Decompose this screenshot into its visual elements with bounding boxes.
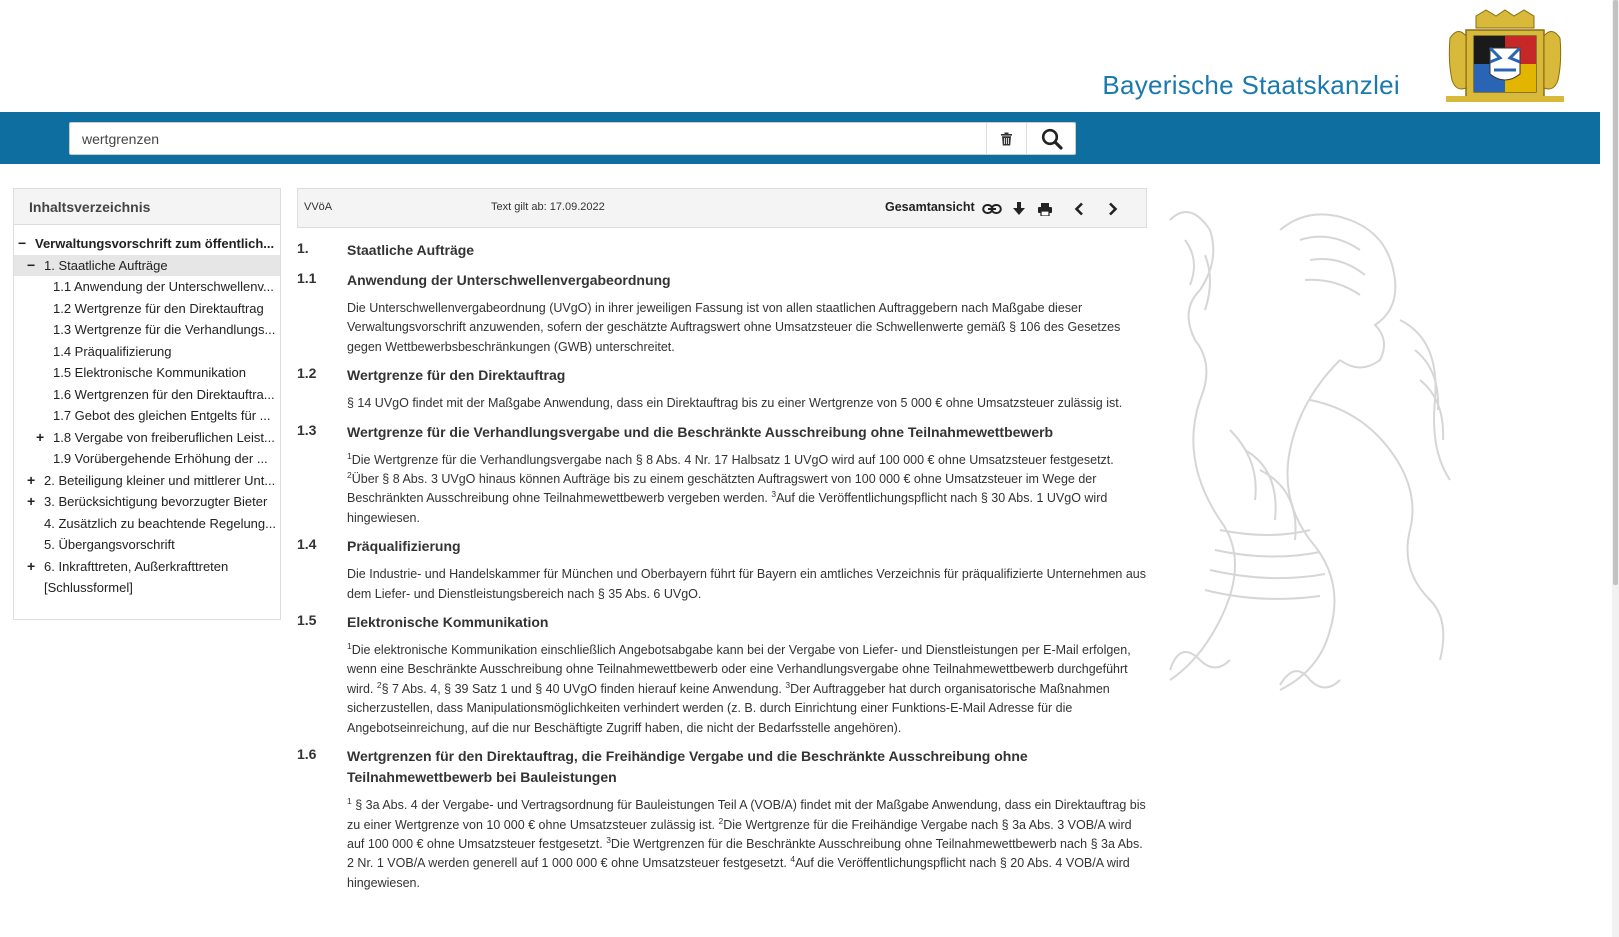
chevron-left-icon [1074, 202, 1084, 216]
sentence-number: 1 [347, 795, 352, 806]
toc-item[interactable] [14, 556, 280, 578]
sentence-number: 1 [347, 450, 352, 461]
toc-item[interactable] [14, 362, 280, 384]
section-number: 1. [297, 240, 309, 256]
toc-item[interactable] [14, 255, 280, 277]
table-of-contents [13, 188, 281, 620]
sentence-text: § 14 UVgO findet mit der Maßgabe Anwendung, dass ein Direktauftrag bis zu einer Wertgrenze von 5 000 € ohne Umsatzsteuer zulässig ist. [347, 396, 1123, 411]
section-paragraph [347, 451, 1147, 529]
search-box [69, 122, 1076, 155]
sentence-number: 2 [718, 815, 724, 826]
toc-item-label: 1.2 Wertgrenze für den Direktauftrag [53, 300, 264, 316]
toc-title: Inhaltsverzeichnis [14, 189, 280, 225]
document-section [297, 422, 1147, 529]
document-body [297, 228, 1147, 893]
toc-item-label: 1.1 Anwendung der Unterschwellenv... [53, 279, 274, 294]
toc-item[interactable] [14, 427, 280, 449]
section-paragraph [347, 565, 1147, 604]
brand-title[interactable]: Bayerische Staatskanzlei [1102, 70, 1400, 100]
section-title: Wertgrenze für die Verhandlungsvergabe und die Beschränkte Ausschreibung ohne Teilnahmewettbewerb [347, 423, 1054, 440]
toc-item-label: [Schlussformel] [44, 580, 133, 595]
download-button[interactable] [1008, 199, 1030, 219]
search-button[interactable] [1026, 123, 1076, 154]
toc-item-label: 6. Inkrafttreten, Außerkrafttreten [44, 558, 229, 574]
expand-icon[interactable]: + [27, 557, 36, 574]
toc-item[interactable] [14, 470, 280, 492]
toc-item[interactable] [14, 341, 280, 363]
document-panel [297, 188, 1147, 901]
toc-item-label: 1.6 Wertgrenzen für den Direktauftra... [53, 386, 275, 402]
sentence-number: 2 [376, 679, 382, 690]
sentence-text: Der Auftraggeber hat durch organisatorische Maßnahmen sicherzustellen, dass Manipulationsmöglichkeiten verhindert werden (z. B. durch Einrichtung einer Funktions-E-Mail Adresse für die Angebotseinreichung, auf die nur Beschäftigte Zugriff haben, die nicht der Bedarfsstelle angehören). [347, 681, 1110, 735]
toc-item-label: 1.3 Wertgrenze für die Verhandlungs... [53, 322, 276, 337]
toc-item-label: 3. Berücksichtigung bevorzugter Bieter [44, 494, 268, 509]
sentence-text: § 3a Abs. 4 der Vergabe- und Vertragsordnung für Bauleistungen Teil A (VOB/A) findet mit der Maßgabe Anwendung, dass ein Direktauftrag bis zu einer Wertgrenze von 10 000 € ohne Umsatzsteuer zulässig ist. [347, 798, 1146, 832]
permalink-button[interactable] [981, 199, 1003, 219]
section-number: 1.6 [297, 746, 317, 763]
scrollbar-thumb[interactable] [1613, 0, 1618, 585]
section-title: Präqualifizierung [347, 538, 461, 555]
toc-item-label: 1.5 Elektronische Kommunikation [53, 365, 246, 380]
document-section [297, 536, 1147, 604]
clear-search-button[interactable] [986, 123, 1026, 154]
section-paragraph [347, 394, 1147, 413]
sentence-text: Die Wertgrenze für die Verhandlungsvergabe nach § 8 Abs. 4 Nr. 17 Halbsatz 1 UVgO wird auf 100 000 € ohne Umsatzsteuer festgesetzt. [351, 452, 1114, 467]
print-button[interactable] [1034, 199, 1056, 219]
toc-item[interactable] [14, 448, 280, 470]
toc-item[interactable] [14, 405, 280, 427]
collapse-icon[interactable]: − [27, 256, 36, 273]
site-header [0, 0, 1600, 112]
section-paragraph [347, 796, 1147, 893]
toc-item-label: Verwaltungsvorschrift zum öffentlich... [35, 236, 275, 251]
sentence-number: 3 [606, 834, 611, 845]
previous-button[interactable] [1068, 199, 1090, 219]
link-icon [982, 203, 1002, 215]
section-paragraph [347, 299, 1147, 357]
section-paragraph [347, 641, 1147, 738]
document-section [297, 746, 1147, 893]
lion-watermark [1160, 200, 1460, 705]
print-icon [1038, 203, 1052, 216]
sentence-number: 3 [771, 489, 777, 500]
sentence-number: 1 [347, 640, 352, 651]
full-view-link[interactable]: Gesamtansicht [885, 200, 975, 214]
toc-item-label: 1.4 Präqualifizierung [53, 343, 172, 359]
search-icon [1041, 128, 1063, 150]
chevron-right-icon [1108, 202, 1118, 216]
sentence-text: Die Wertgrenze für die Freihändige Vergabe nach § 3a Abs. 3 VOB/A wird auf 100 000 € ohne Umsatzsteuer festgesetzt. [347, 817, 1132, 851]
section-number: 1.5 [297, 612, 317, 629]
toc-item-label: 1. Staatliche Aufträge [44, 257, 168, 273]
sentence-number: 3 [785, 679, 791, 690]
document-section [297, 240, 1147, 261]
sentence-text: § 7 Abs. 4, § 39 Satz 1 und § 40 UVgO finden hierauf keine Anwendung. [381, 681, 786, 696]
coat-of-arms-logo[interactable] [1446, 8, 1564, 102]
document-section [297, 612, 1147, 738]
section-title: Wertgrenzen für den Direktauftrag, die Freihändige Vergabe und die Beschränkte Ausschreibung ohne Teilnahmewettbewerb bei Bauleistungen [347, 748, 1028, 786]
toc-item[interactable] [14, 577, 280, 599]
next-button[interactable] [1102, 199, 1124, 219]
section-number: 1.4 [297, 536, 317, 553]
section-title: Elektronische Kommunikation [347, 614, 549, 631]
section-number: 1.2 [297, 365, 317, 382]
toc-item[interactable] [14, 298, 280, 320]
expand-icon[interactable]: + [36, 428, 45, 445]
toc-item[interactable] [14, 384, 280, 406]
toc-item-label: 1.8 Vergabe von freiberuflichen Leist... [53, 429, 275, 445]
sentence-text: Die elektronische Kommunikation einschließlich Angebotsabgabe kann bei der Vergabe von Liefer- und Dienstleistungen per E-Mail erfolgen, wenn eine Beschränkte Ausschreibung ohne Teilnahmewettbewerb oder eine Verhandlungsvergabe ohne Teilnahmewettbewerb durchgeführt wird. [347, 643, 1131, 696]
search-input[interactable] [70, 123, 986, 154]
sentence-text: Auf die Veröffentlichungspflicht nach § 20 Abs. 4 VOB/A wird hingewiesen. [347, 856, 1130, 890]
toc-list [14, 225, 280, 599]
validity-date: Text gilt ab: 17.09.2022 [491, 201, 605, 213]
document-toolbar [297, 188, 1147, 228]
expand-icon[interactable]: + [27, 493, 36, 509]
section-number: 1.1 [297, 270, 317, 286]
toc-item[interactable] [14, 276, 280, 298]
sentence-text: Die Unterschwellenvergabeordnung (UVgO) in ihrer jeweiligen Fassung ist von allen staatlichen Auftraggebern nach Maßgabe dieser Verwaltungsvorschrift anzuwenden, sofern der geschätzte Auftragswert ohne Umsatzsteuer die Schwellenwerte gemäß § 106 des Gesetzes gegen Wettbewerbsbeschränkungen (GWB) unterschreitet. [347, 301, 1121, 354]
sentence-text: Über § 8 Abs. 3 UVgO hinaus können Aufträge bis zu einem geschätzten Auftragswert von 100 000 € ohne Umsatzsteuer im Wege der Beschränkten Ausschreibung ohne Teilnahmewettbewerb vergeben werden. [347, 472, 1097, 506]
toc-item[interactable] [14, 491, 280, 513]
document-section [297, 365, 1147, 413]
sentence-number: 4 [790, 854, 796, 865]
expand-icon[interactable]: + [27, 471, 36, 488]
sentence-text: Die Industrie- und Handelskammer für München und Oberbayern führt für Bayern ein amtliches Verzeichnis für präqualifizierte Unternehmen aus dem Liefer- und Dienstleistungsbereich nach § 35 Abs. 6 UVgO. [347, 567, 1147, 601]
toc-item-label: 5. Übergangsvorschrift [44, 537, 175, 552]
toc-item[interactable] [14, 233, 280, 255]
toc-item-label: 1.7 Gebot des gleichen Entgelts für ... [53, 408, 271, 423]
toc-item[interactable] [14, 513, 280, 535]
section-title: Anwendung der Unterschwellenvergabeordnung [347, 272, 671, 288]
sentence-text: Die Wertgrenzen für die Beschränkte Ausschreibung ohne Teilnahmewettbewerb nach § 3a Abs. 2 Nr. 1 VOB/A werden generell auf 1 000 000 € ohne Umsatzsteuer festgesetzt. [347, 836, 1143, 871]
section-title: Wertgrenze für den Direktauftrag [347, 367, 566, 384]
document-section [297, 270, 1147, 357]
toc-item-label: 4. Zusätzlich zu beachtende Regelung... [44, 515, 276, 531]
sentence-number: 2 [347, 469, 352, 480]
toc-item[interactable] [14, 319, 280, 341]
section-number: 1.3 [297, 421, 317, 438]
toc-item-label: 2. Beteiligung kleiner und mittlerer Unt... [44, 472, 276, 488]
collapse-icon[interactable]: − [18, 235, 27, 251]
toc-item-label: 1.9 Vorübergehende Erhöhung der ... [53, 451, 268, 466]
section-title: Staatliche Aufträge [347, 242, 475, 258]
trash-icon [1000, 132, 1013, 146]
download-arrow-icon [1013, 202, 1025, 216]
toc-item[interactable] [14, 534, 280, 556]
document-abbreviation: VVöA [304, 201, 333, 213]
sentence-text: Auf die Veröffentlichungspflicht nach § 30 Abs. 1 UVgO wird hingewiesen. [347, 491, 1108, 525]
